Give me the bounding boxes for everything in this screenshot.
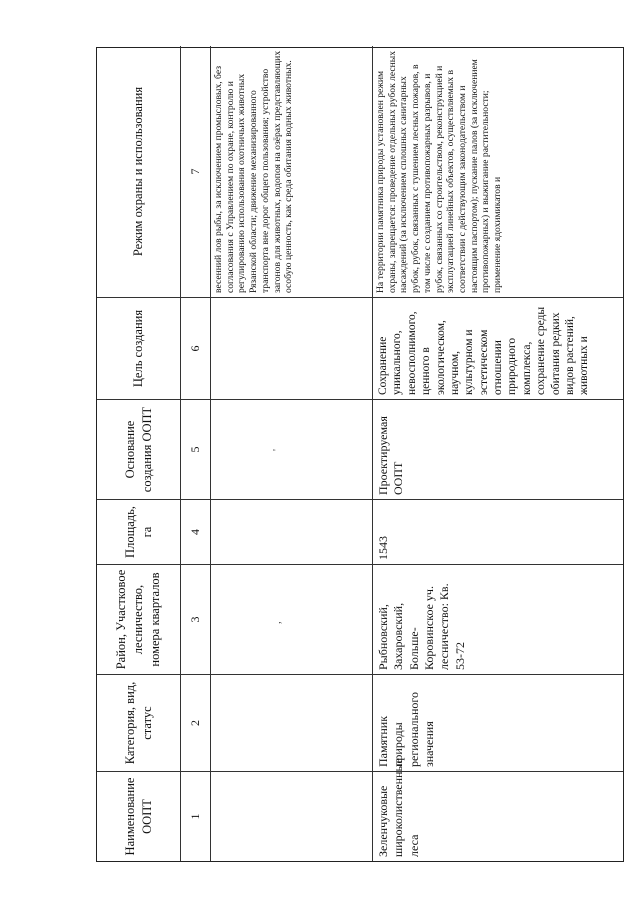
column-regime bbox=[97, 46, 623, 297]
header-number-3: 3 bbox=[181, 565, 211, 674]
cell-regime: На территории памятника природы установлен режим охраны, запрещается: проведение отдельных рубок лесных насаждений (за исключением сплошных санитарных рубок, рубок, связанных с тушением лесных пожаров, в том числе с созданием противопожарных разрывов, и рубок, связанных со строительством, реконструкцией и эксплуатацией линейных объектов, осуществляемых в соответствии с действующим законодательством и настоящим паспортом); пускание палов (за исключением противопожарных) и выжигание растительности; применение ядохимикатов и bbox=[375, 50, 504, 293]
cell-name-continued bbox=[211, 772, 373, 861]
oopt-table bbox=[96, 47, 624, 862]
header-category: Категория, вид, статус bbox=[97, 675, 181, 771]
cell-regime-continued: весенний лов рыбы, за исключением промысловых, без согласования с Управлением по охране, контролю и регулированию использования охотничьих животных Рязанской области; движение механизированного транспорта вне дорог общего пользования; устройство загонов для животных, водопоя на озёрах представляющих особую ценность, как среда обитания водных животных. bbox=[211, 46, 373, 297]
cell-area-continued bbox=[211, 500, 373, 564]
header-goal: Цель создания bbox=[97, 298, 181, 399]
header-name: Наименование ООПТ bbox=[97, 772, 181, 861]
column-category bbox=[97, 674, 623, 771]
cell-basis-continued bbox=[211, 400, 373, 499]
cell-district-continued bbox=[211, 565, 373, 674]
cell-name: Зеленчуковые широколиственные леса bbox=[376, 758, 421, 857]
page-stage bbox=[96, 47, 624, 862]
cell-goal: Сохранение уникального, невосполнимого, ценного в экологическом, научном, культурном и эстетическом отношении природного комплекса, сохранение среды обитания редких видов растений, животных и bbox=[377, 306, 591, 395]
cell-basis: Проектируемая ООПТ bbox=[376, 416, 406, 495]
column-district bbox=[97, 564, 623, 674]
cell-district: Рыбновский, Захаровский, Больше-Коровинское уч. лесничество: Кв. 53-72 bbox=[376, 583, 467, 670]
header-number-2: 2 bbox=[181, 675, 211, 771]
header-number-7: 7 bbox=[181, 46, 211, 297]
header-area: Площадь, га bbox=[97, 500, 181, 564]
scan-mark: ' bbox=[271, 449, 283, 451]
column-name bbox=[97, 758, 623, 861]
header-number-6: 6 bbox=[181, 298, 211, 399]
header-number-5: 5 bbox=[181, 400, 211, 499]
cell-area: 1543 bbox=[376, 536, 390, 560]
column-basis bbox=[97, 399, 623, 499]
header-district: Район, Участковое лесничество, номера кварталов bbox=[97, 565, 181, 674]
header-number-4: 4 bbox=[181, 500, 211, 564]
header-basis: Основание создания ООПТ bbox=[97, 400, 181, 499]
cell-goal-continued bbox=[211, 298, 373, 399]
column-area bbox=[97, 499, 623, 564]
scan-mark: , bbox=[271, 621, 283, 624]
header-number-1: 1 bbox=[181, 772, 211, 861]
cell-category-continued bbox=[211, 675, 373, 771]
cell-category: Памятник природы регионального значения bbox=[376, 691, 437, 767]
column-goal bbox=[97, 297, 623, 399]
header-regime: Режим охраны и использования bbox=[97, 46, 181, 297]
